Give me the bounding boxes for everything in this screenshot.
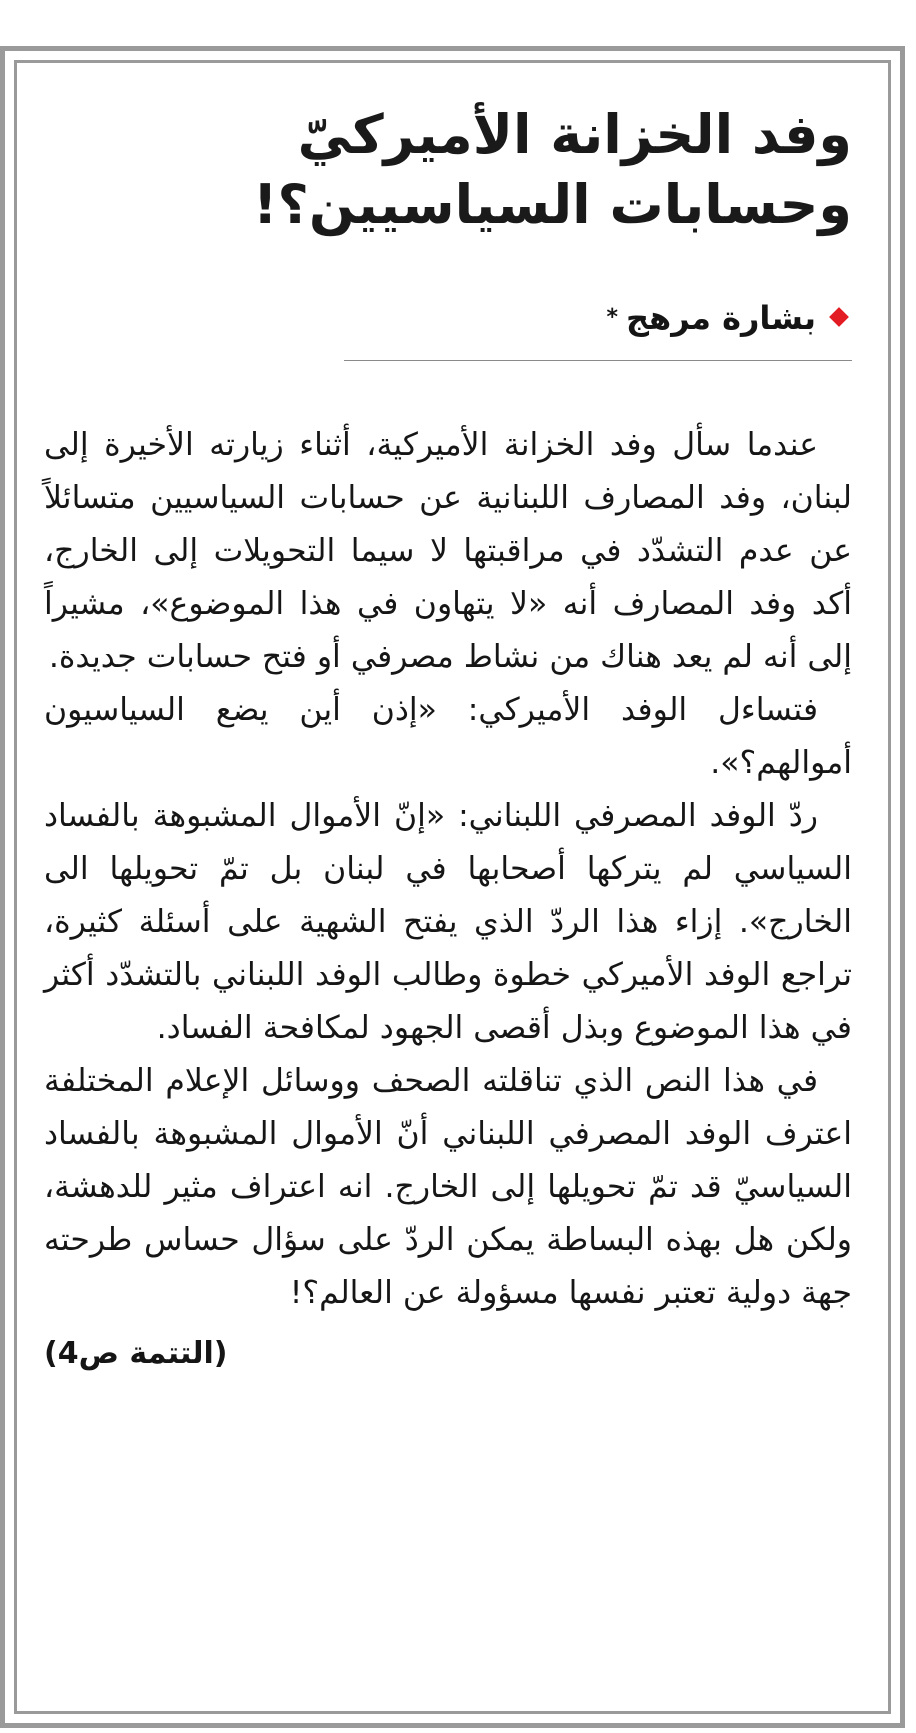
paragraph-1: عندما سأل وفد الخزانة الأميركية، أثناء زيارته الأخيرة إلى لبنان، وفد المصارف اللبنانية عن حسابات السياسيين متسائلاً عن عدم التشدّد في مراقبتها لا سيما التحويلات إلى الخارج، أكد وفد المصارف أنه «لا يتهاون في هذا الموضوع»، مشيراً إلى أنه لم يعد هناك من نشاط مصرفي أو فتح حسابات جديدة.	[44, 427, 852, 675]
article-body	[44, 419, 852, 1320]
byline	[344, 298, 852, 361]
red-diamond-icon	[828, 306, 850, 328]
author-footnote-star: *	[606, 305, 618, 330]
paragraph-4: في هذا النص الذي تناقلته الصحف ووسائل الإعلام المختلفة اعترف الوفد المصرفي اللبناني أنّ الأموال المشبوهة بالفساد السياسيّ قد تمّ تحويلها إلى الخارج. انه اعتراف مثير للدهشة، ولكن هل بهذه البساطة يمكن الردّ على سؤال حساس طرحته جهة دولية تعتبر نفسها مسؤولة عن العالم؟!	[44, 1063, 852, 1311]
paragraph-3: ردّ الوفد المصرفي اللبناني: «إنّ الأموال المشبوهة بالفساد السياسي لم يتركها أصحابها في لبنان بل تمّ تحويلها الى الخارج». إزاء هذا الردّ الذي يفتح الشهية على أسئلة كثيرة، تراجع الوفد الأميركي خطوة وطالب الوفد اللبناني بالتشدّد أكثر في هذا الموضوع وبذل أقصى الجهود لمكافحة الفساد.	[44, 798, 852, 1046]
headline-line-2: وحسابات السياسيين؟!	[252, 173, 852, 236]
continuation-note: (التتمة ص4)	[44, 1336, 228, 1371]
paragraph-2: فتساءل الوفد الأميركي: «إذن أين يضع السياسيون أموالهم؟».	[44, 692, 852, 781]
author-name: بشارة مرهج	[625, 299, 816, 337]
headline	[44, 100, 852, 240]
article	[44, 100, 852, 1376]
headline-line-1: وفد الخزانة الأميركيّ	[297, 103, 852, 166]
